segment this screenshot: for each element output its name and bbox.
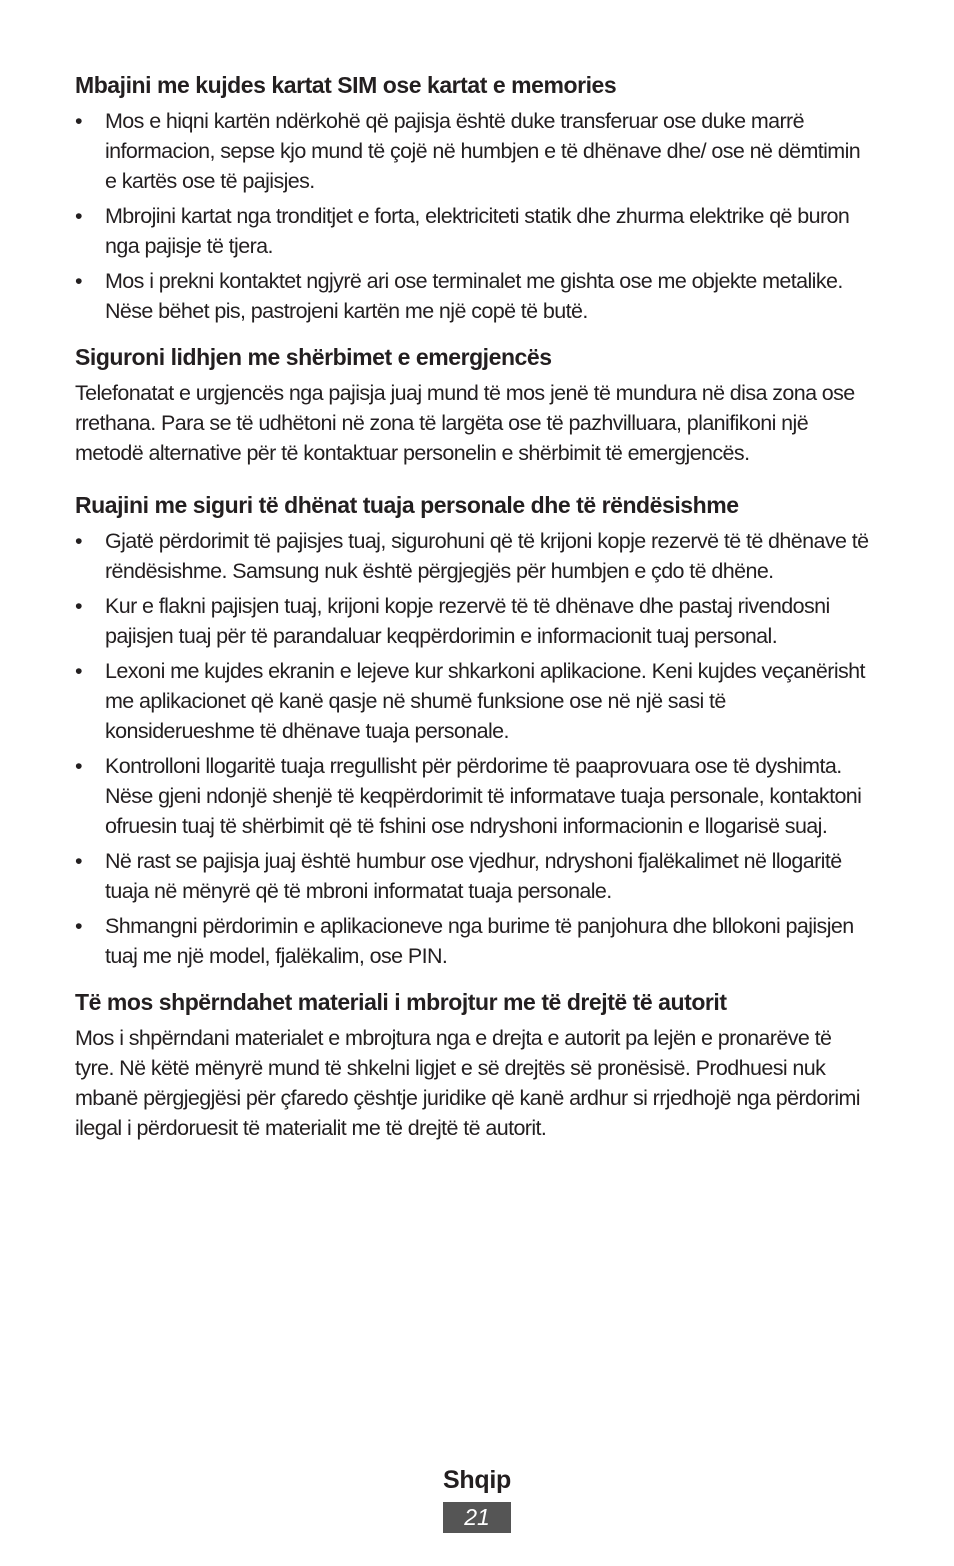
bullet-icon: •: [75, 849, 82, 873]
bullet-icon: •: [75, 659, 82, 683]
section-copyright: [75, 987, 875, 1143]
section-heading: Siguroni lidhjen me shërbimet e emergjencës: [75, 344, 552, 370]
bullet-icon: •: [75, 594, 82, 618]
section-sim-cards: [75, 70, 875, 326]
bullet-icon: •: [75, 754, 82, 778]
page-number: 21: [443, 1502, 511, 1533]
section-personal-data: [75, 490, 875, 971]
list-item: [75, 656, 875, 746]
list-item: [75, 526, 875, 586]
list-item: [75, 911, 875, 971]
list-item-text: Kur e flakni pajisjen tuaj, krijoni kopje rezervë të të dhënave dhe pastaj rivendosni pajisjen tuaj për të parandaluar keqpërdorimin e informacionit tuaj personal.: [105, 594, 830, 648]
bullet-list: [75, 106, 875, 326]
section-heading: Mbajini me kujdes kartat SIM ose kartat e memories: [75, 72, 617, 98]
list-item-text: Mbrojini kartat nga tronditjet e forta, elektriciteti statik dhe zhurma elektrike që buron nga pajisje të tjera.: [105, 204, 850, 258]
bullet-icon: •: [75, 109, 82, 133]
footer-language: Shqip: [443, 1466, 511, 1494]
list-item-text: Shmangni përdorimin e aplikacioneve nga burime të panjohura dhe bllokoni pajisjen tuaj me një model, fjalëkalim, ose PIN.: [105, 914, 854, 968]
list-item: [75, 266, 875, 326]
section-heading: Të mos shpërndahet materiali i mbrojtur me të drejtë të autorit: [75, 989, 727, 1015]
list-item-text: Mos i prekni kontaktet ngjyrë ari ose terminalet me gishta ose me objekte metalike. Nëse bëhet pis, pastrojeni kartën me një copë të butë.: [105, 269, 843, 323]
page-footer: [0, 1462, 954, 1533]
list-item: [75, 751, 875, 841]
list-item-text: Mos e hiqni kartën ndërkohë që pajisja është duke transferuar ose duke marrë informacion, sepse kjo mund të çojë në humbjen e të dhënave dhe/ ose në dëmtimin e kartës ose të pajisjes.: [105, 109, 861, 193]
list-item: [75, 846, 875, 906]
bullet-icon: •: [75, 269, 82, 293]
section-heading: Ruajini me siguri të dhënat tuaja personale dhe të rëndësishme: [75, 492, 739, 518]
bullet-icon: •: [75, 914, 82, 938]
section-paragraph: Mos i shpërndani materialet e mbrojtura nga e drejta e autorit pa lejën e pronarëve të tyre. Në këtë mënyrë mund të shkelni ligjet e së drejtës së pronësisë. Prodhuesi nuk mbanë përgjegjësi për çfaredo çështje juridike që kanë ardhur si rrjedhojë nga përdorimi ilegal i përdoruesit të materialit me të drejtë të autorit.: [75, 1026, 860, 1140]
bullet-list: [75, 526, 875, 971]
section-paragraph: Telefonatat e urgjencës nga pajisja juaj mund të mos jenë të mundura në disa zona ose rrethana. Para se të udhëtoni në zona të largëta ose të pazhvilluara, planifikoni një metodë alternative për të kontaktuar personelin e shërbimit të emergjencës.: [75, 381, 855, 465]
list-item-text: Gjatë përdorimit të pajisjes tuaj, sigurohuni që të krijoni kopje rezervë të të dhënave të rëndësishme. Samsung nuk është përgjegjës për humbjen e çdo të dhëne.: [105, 529, 869, 583]
list-item: [75, 201, 875, 261]
list-item-text: Në rast se pajisja juaj është humbur ose vjedhur, ndryshoni fjalëkalimet në llogaritë tuaja në mënyrë që të mbroni informatat tuaja personale.: [105, 849, 842, 903]
list-item: [75, 591, 875, 651]
bullet-icon: •: [75, 529, 82, 553]
list-item-text: Kontrolloni llogaritë tuaja rregullisht për përdorime të paaprovuara ose të dyshimta. Nëse gjeni ndonjë shenjë të keqpërdorimit të informatave tuaja personale, kontaktoni ofruesin tuaj të shërbimit që të fshini ose ndryshoni informacionin e llogarisë suaj.: [105, 754, 862, 838]
list-item-text: Lexoni me kujdes ekranin e lejeve kur shkarkoni aplikacione. Keni kujdes veçanërisht me aplikacionet që kanë qasje në shumë funksione ose në një sasi të konsiderueshme të dhënave tuaja personale.: [105, 659, 865, 743]
list-item: [75, 106, 875, 196]
section-emergency: [75, 342, 875, 468]
bullet-icon: •: [75, 204, 82, 228]
document-page: [75, 70, 875, 1143]
